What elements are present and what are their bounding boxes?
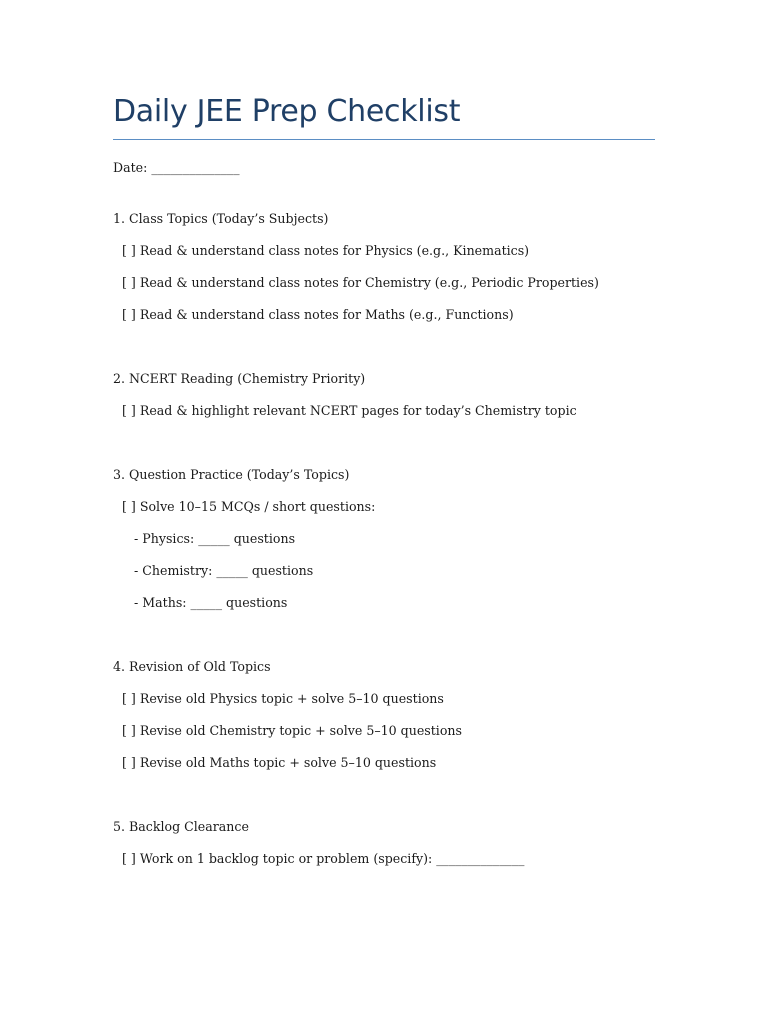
checklist-subitem: - Physics: _____ questions bbox=[134, 531, 296, 546]
section-heading-class-topics: 1. Class Topics (Today’s Subjects) bbox=[113, 211, 329, 226]
checklist-item: [ ] Read & highlight relevant NCERT pages for today’s Chemistry topic bbox=[122, 403, 577, 418]
checklist-item: [ ] Work on 1 backlog topic or problem (specify): ______________ bbox=[122, 851, 525, 866]
document-title: Daily JEE Prep Checklist bbox=[113, 94, 461, 129]
checklist-item: [ ] Read & understand class notes for Maths (e.g., Functions) bbox=[122, 307, 514, 322]
checklist-item: [ ] Read & understand class notes for Physics (e.g., Kinematics) bbox=[122, 243, 530, 258]
title-underline bbox=[113, 139, 655, 140]
section-heading-revision: 4. Revision of Old Topics bbox=[113, 659, 271, 674]
section-heading-question-practice: 3. Question Practice (Today’s Topics) bbox=[113, 467, 350, 482]
section-heading-ncert-reading: 2. NCERT Reading (Chemistry Priority) bbox=[113, 371, 366, 386]
checklist-item: [ ] Read & understand class notes for Chemistry (e.g., Periodic Properties) bbox=[122, 275, 599, 290]
checklist-subitem: - Maths: _____ questions bbox=[134, 595, 288, 610]
date-line: Date: ______________ bbox=[113, 160, 240, 175]
checklist-item: [ ] Revise old Chemistry topic + solve 5–10 questions bbox=[122, 723, 462, 738]
section-heading-backlog: 5. Backlog Clearance bbox=[113, 819, 249, 834]
checklist-subitem: - Chemistry: _____ questions bbox=[134, 563, 314, 578]
checklist-item: [ ] Revise old Physics topic + solve 5–10 questions bbox=[122, 691, 444, 706]
checklist-item: [ ] Revise old Maths topic + solve 5–10 questions bbox=[122, 755, 437, 770]
checklist-item: [ ] Solve 10–15 MCQs / short questions: bbox=[122, 499, 376, 514]
